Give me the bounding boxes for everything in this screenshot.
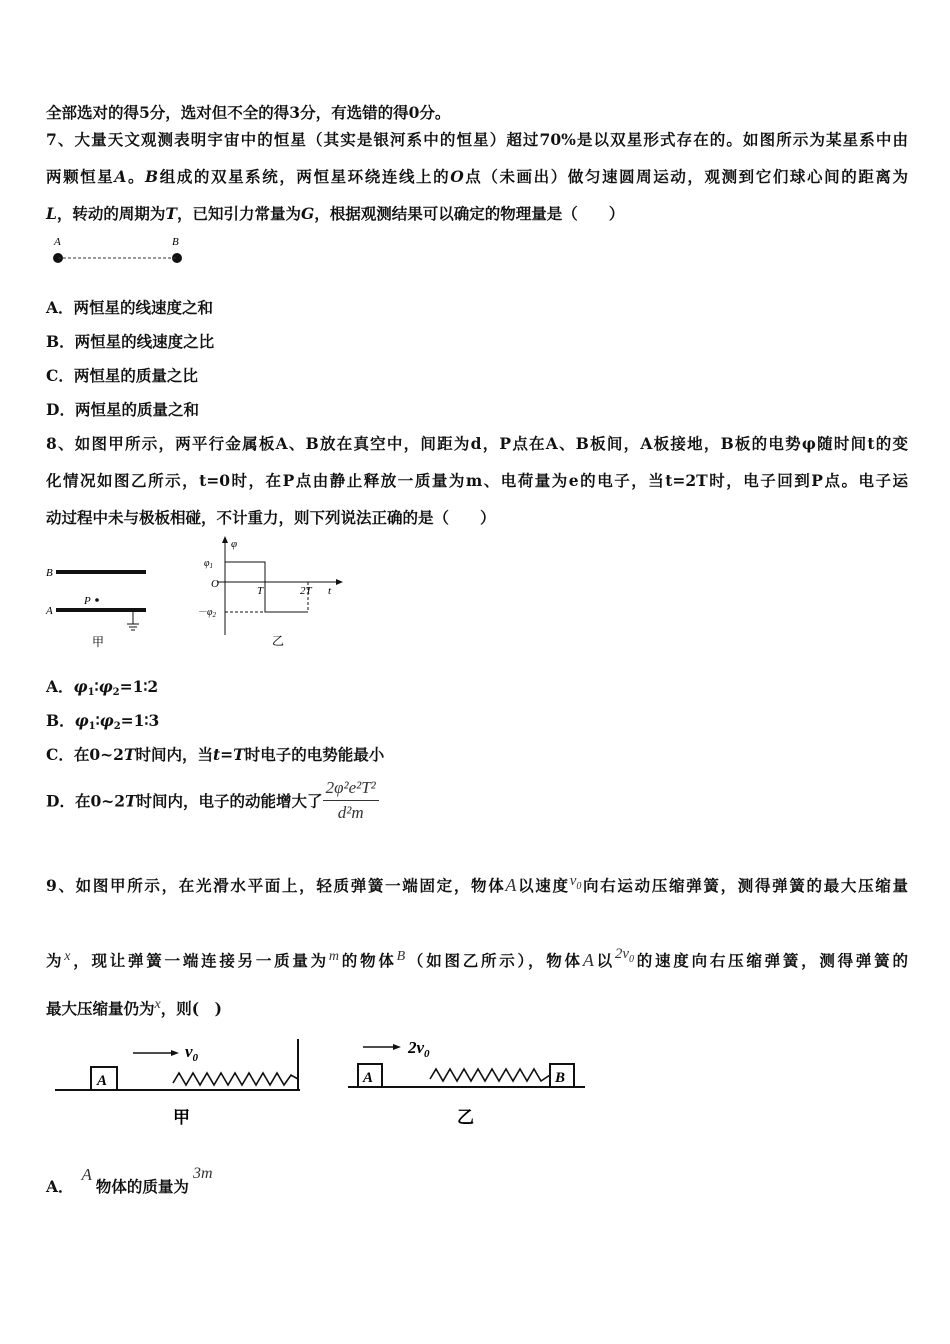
plate-a-label: A	[46, 605, 53, 617]
q7-fig-label-a: A	[54, 236, 61, 248]
q7-stem-line1: 7、大量天文观测表明宇宙中的恒星（其实是银河系中的恒星）超过70%是以双星形式存在的。如图所示为某星系中由	[46, 130, 908, 149]
neg-phi2-label: $-\varphi_2$	[197, 607, 217, 619]
q8-figure-yi	[195, 535, 355, 650]
q8-option-c[interactable]: C．在0~2T时间内，当t=T时电子的电势能最小	[46, 745, 385, 764]
q8-option-a[interactable]: A．$\varphi_1∶\varphi_2=1∶2$	[46, 677, 159, 698]
q8-option-b[interactable]: B．$\varphi_1∶\varphi_2=1∶3$	[46, 711, 160, 732]
point-p-label: P	[84, 595, 91, 607]
q9-stem-line1: 9、如图甲所示，在光滑水平面上，轻质弹簧一端固定，物体A以速度$v^0$向右运动压缩弹簧，测得弹簧的最大压缩量	[46, 873, 908, 895]
q7-stem-line3: L，转动的周期为T，已知引力常量为G，根据观测结果可以确定的物理量是（ ）	[46, 204, 625, 223]
block-b-label: B	[555, 1070, 566, 1086]
plate-a	[56, 608, 146, 612]
block-a-label: A	[363, 1070, 374, 1086]
tick-T-label: T	[257, 585, 264, 597]
kinetic-energy-fraction: $\frac{\text{2φ²e²T²}}{\text{d²m}}$	[323, 778, 379, 823]
q9-figure-jia	[55, 1035, 315, 1130]
q7-option-d[interactable]: D．两恒星的质量之和	[46, 400, 199, 419]
phi1-label: $\varphi_1$	[204, 558, 214, 570]
fig-yi-caption: 乙	[272, 634, 285, 648]
q7-option-b[interactable]: B．两恒星的线速度之比	[46, 332, 215, 351]
intro-line: 全部选对的得5分，选对但不全的得3分，有选错的得0分。	[46, 103, 451, 122]
q7-option-a[interactable]: A．两恒星的线速度之和	[46, 298, 214, 317]
q8-stem-line2: 化情况如图乙所示，t=0时，在P点由静止释放一质量为m、电荷量为e的电子，当t=2T时，电子回到P点。电子运	[46, 471, 908, 490]
q8-stem-line3: 动过程中未与极板相碰，不计重力，则下列说法正确的是（ ）	[46, 508, 496, 527]
q7-fig-label-b: B	[172, 236, 179, 248]
spring	[430, 1069, 550, 1081]
fig-jia-caption: 甲	[173, 1108, 190, 1127]
q7-stem-line2: 两颗恒星A。B组成的双星系统，两恒星环绕连线上的O点（未画出）做匀速圆周运动，观测到它们球心间的距离为	[46, 167, 908, 186]
x-axis-arrow	[336, 579, 343, 585]
plate-b	[56, 570, 146, 574]
point-p	[95, 598, 99, 602]
q9-figure-yi	[345, 1035, 595, 1130]
q7-option-c[interactable]: C．两恒星的质量之比	[46, 366, 198, 385]
spring	[173, 1073, 298, 1085]
fig-yi-caption: 乙	[457, 1108, 474, 1127]
x-axis-label: t	[328, 585, 332, 597]
velocity-arrow-head	[171, 1050, 179, 1056]
q8-option-d[interactable]: D．在0~2T时间内，电子的动能增大了 $\frac{\text{2φ²e²T²}}{\text{d²m}}$	[46, 778, 379, 823]
q9-stem-line2: 为x，现让弹簧一端连接另一质量为m的物体B（如图乙所示），物体A以$2v^0$的速度向右压缩弹簧，测得弹簧的	[46, 946, 908, 970]
origin-label: O	[211, 578, 219, 590]
q8-stem-line1: 8、如图甲所示，两平行金属板A、B放在真空中，间距为d，P点在A、B板间，A板接地，B板的电势φ随时间t的变	[46, 434, 908, 453]
plate-b-label: B	[46, 567, 53, 579]
block-a-label: A	[97, 1073, 108, 1089]
q9-stem-line3: 最大压缩量仍为x，则( )	[46, 997, 222, 1018]
tick-2T-label: 2T	[300, 585, 312, 597]
velocity-arrow-head	[393, 1044, 401, 1050]
velocity-label: $2v_0$	[408, 1038, 430, 1060]
fig-jia-caption: 甲	[92, 635, 105, 649]
y-axis-arrow	[222, 536, 228, 543]
q8-figure-jia	[40, 560, 160, 650]
velocity-label: $v_0$	[185, 1042, 199, 1064]
potential-curve	[225, 562, 308, 612]
q7-binary-star-figure	[40, 230, 200, 270]
y-axis-label: φ	[231, 538, 238, 550]
q9-option-a[interactable]: A．A物体的质量为3m	[46, 1165, 213, 1196]
